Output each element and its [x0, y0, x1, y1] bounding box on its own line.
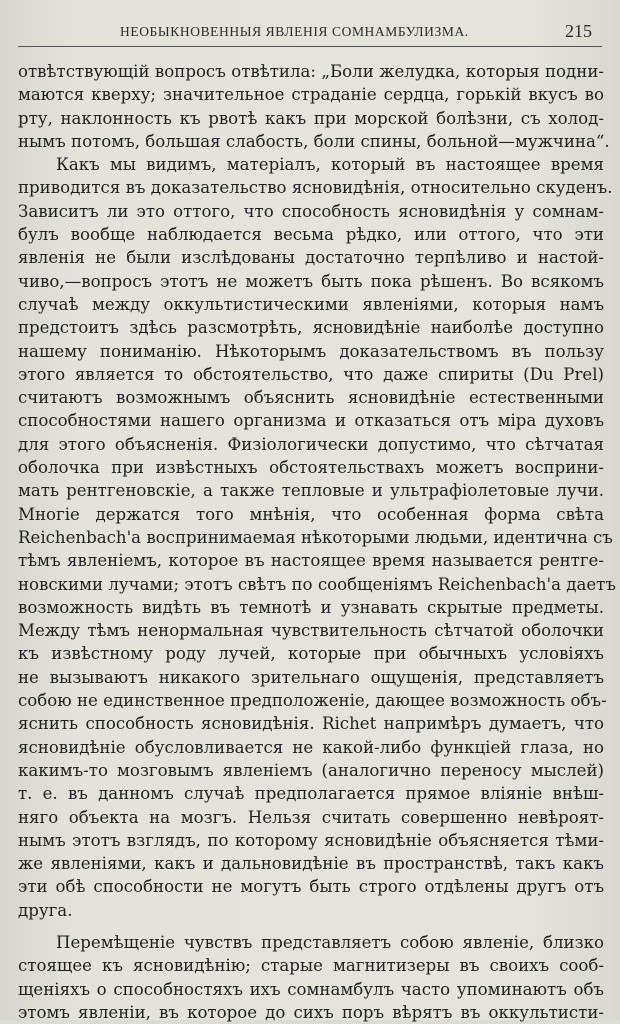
- running-head: [0, 22, 620, 46]
- body-text: [18, 60, 616, 1024]
- text-line: случаѣ между оккультистическими явленіями, которыя намъ: [18, 294, 604, 314]
- paragraph: [18, 60, 610, 153]
- text-line: т. е. въ данномъ случаѣ предполагается прямое вліяніе внѣш-: [18, 784, 604, 804]
- text-line: Перемѣщеніе чувствъ представляетъ собою явленіе, близко: [56, 932, 604, 952]
- text-line: тѣмъ явленіемъ, которое въ настоящее время называется рентге-: [18, 551, 604, 571]
- text-line: нашему пониманію. Нѣкоторымъ доказательствомъ въ пользу: [18, 341, 604, 361]
- text-line: считаютъ возможнымъ объяснить ясновидѣніе естественными: [18, 388, 604, 408]
- text-line: Зависитъ ли это оттого, что способность ясновидѣнія у сомнам-: [18, 201, 604, 221]
- text-line: Многіе держатся того мнѣнія, что особенная форма свѣта: [18, 504, 604, 524]
- text-line: Reichenbach'а воспринимаемая нѣкоторыми людьми, идентична съ: [18, 527, 613, 547]
- header-rule: [18, 46, 602, 47]
- text-line: стоящее къ ясновидѣнію; старые магнитизеры въ своихъ сооб-: [18, 956, 604, 976]
- text-line: отвѣтствующій вопросъ отвѣтила: „Боли желудка, которыя подни-: [18, 62, 604, 81]
- text-line: друга.: [18, 900, 73, 920]
- text-line: этого является то обстоятельство, что даже спириты (Du Prel): [18, 364, 604, 384]
- text-line: новскими лучами; этотъ свѣтъ по сообщеніямъ Reichenbach'а даетъ: [18, 574, 616, 594]
- text-line: яснить способность ясновидѣнія. Richet напримѣръ думаетъ, что: [18, 714, 604, 734]
- text-line: оболочка при извѣстныхъ обстоятельствахъ можетъ восприни-: [18, 458, 604, 478]
- text-line: предстоитъ здѣсь разсмотрѣть, ясновидѣніе наиболѣе доступно: [18, 318, 604, 338]
- running-title: НЕОБЫКНОВЕННЫЯ ЯВЛЕНІЯ СОМНАМБУЛИЗМА.: [120, 24, 469, 39]
- text-line: собою не единственное предположеніе, дающее возможность объ-: [18, 691, 607, 711]
- text-line: способностями нашего организма и отказаться отъ міра духовъ: [18, 411, 604, 431]
- text-line: рту, наклонность къ рвотѣ какъ при морской болѣзни, съ холод-: [18, 108, 604, 128]
- text-line: эти обѣ способности не могутъ быть строго отдѣлены другъ отъ: [18, 877, 604, 897]
- text-line: Какъ мы видимъ, матеріалъ, который въ настоящее время: [56, 155, 604, 175]
- text-line: булъ вообще наблюдается весьма рѣдко, или оттого, что эти: [18, 225, 604, 245]
- page-number: 215: [565, 21, 592, 41]
- text-line: какимъ-то мозговымъ явленіемъ (аналогично переносу мыслей): [18, 760, 604, 780]
- paragraph-gap: [18, 922, 604, 931]
- text-line: для этого объясненія. Физіологически допустимо, что сѣтчатая: [18, 434, 604, 454]
- paragraph: [18, 931, 604, 1024]
- text-line: мать рентгеновскіе, а также тепловые и ультрафіолетовые лучи.: [18, 481, 604, 501]
- text-line: возможность видѣть въ темнотѣ и узнавать скрытые предметы.: [18, 597, 604, 617]
- text-line: приводится въ доказательство ясновидѣнія, относительно скуденъ.: [18, 178, 613, 198]
- text-line: нымъ этотъ взглядъ, по которому ясновидѣніе объясняется тѣми-: [18, 830, 604, 850]
- text-line: маются кверху; значительное страданіе сердца, горькій вкусъ во: [18, 85, 604, 105]
- text-line: же явленіями, какъ и дальновидѣніе въ пространствѣ, такъ какъ: [18, 854, 604, 874]
- text-line: ясновидѣніе обусловливается не какой-либо функціей глаза, но: [18, 737, 604, 757]
- text-line: къ извѣстному роду лучей, которые при обычныхъ условіяхъ: [18, 644, 604, 664]
- text-line: чиво,—вопросъ этотъ не можетъ быть пока рѣшенъ. Во всякомъ: [18, 271, 604, 291]
- text-line: не вызываютъ никакого зрительнаго ощущенія, представляетъ: [18, 667, 604, 687]
- text-line: явленія не были изслѣдованы достаточно терпѣливо и настой-: [18, 248, 604, 268]
- text-line: щеніяхъ о способностяхъ ихъ сомнамбулъ часто упоминаютъ объ: [18, 979, 604, 999]
- text-line: этомъ явленіи, въ которое до сихъ поръ вѣрятъ въ оккультисти-: [18, 1002, 604, 1022]
- text-line: нымъ потомъ, большая слабость, боли спины, больной—мужчина“.: [18, 131, 610, 151]
- text-line: Между тѣмъ ненормальная чувствительность сѣтчатой оболочки: [18, 621, 604, 641]
- text-line: няго объекта на мозгъ. Нельзя считать совершенно невѣроят-: [18, 807, 604, 827]
- paragraph: [18, 153, 616, 922]
